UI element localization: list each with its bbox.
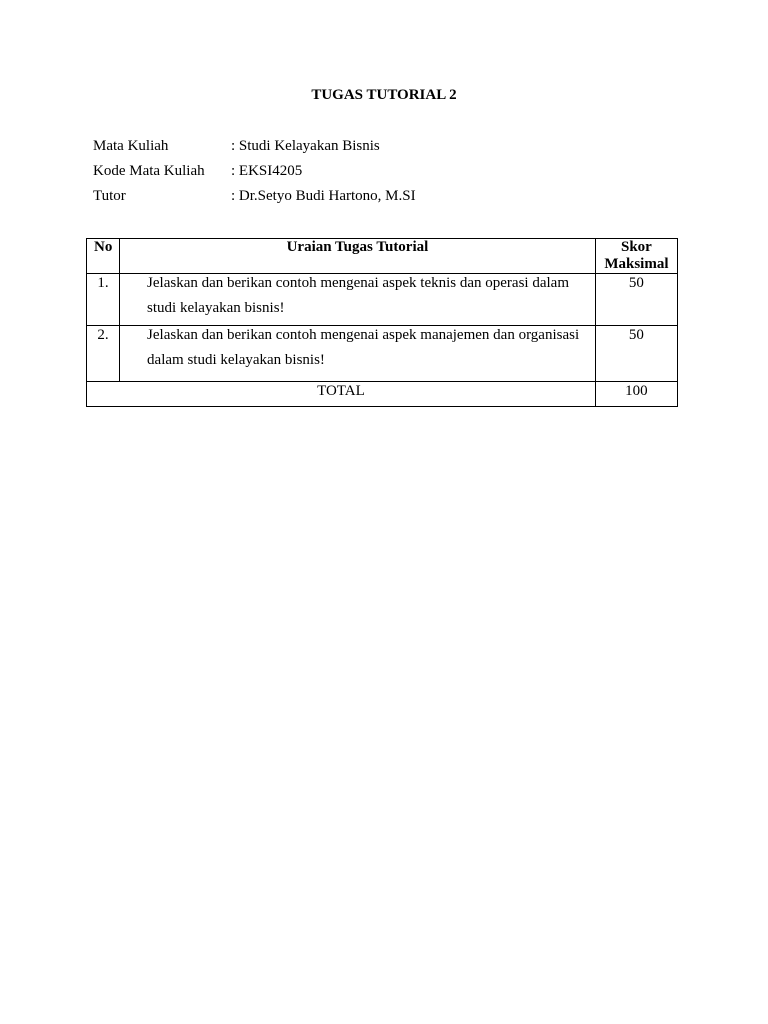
table-header-row <box>87 239 678 274</box>
task-table <box>86 238 678 407</box>
info-label: Kode Mata Kuliah <box>93 163 205 179</box>
page-title: TUGAS TUTORIAL 2 <box>311 87 457 103</box>
info-value: : Studi Kelayakan Bisnis <box>231 138 380 154</box>
row-score: 50 <box>595 274 677 326</box>
table-row <box>87 274 678 326</box>
total-value: 100 <box>595 382 677 407</box>
info-value: : Dr.Setyo Budi Hartono, M.SI <box>231 188 416 204</box>
info-value: : EKSI4205 <box>231 163 303 179</box>
total-label: TOTAL <box>87 382 596 407</box>
header-score-line1: Skor <box>621 239 652 255</box>
info-label: Tutor <box>93 188 126 204</box>
row-description-text: Jelaskan dan berikan contoh mengenai aspek teknis dan operasi dalam studi kelayakan bisnis! <box>147 275 569 316</box>
header-score <box>595 239 677 274</box>
header-description: Uraian Tugas Tutorial <box>120 239 596 274</box>
header-no: No <box>87 239 120 274</box>
row-description-text: Jelaskan dan berikan contoh mengenai aspek manajemen dan organisasi dalam studi kelayakan bisnis! <box>147 327 580 368</box>
info-label: Mata Kuliah <box>93 138 169 154</box>
header-score-line2: Maksimal <box>604 256 669 272</box>
row-number: 1. <box>87 274 120 326</box>
row-description <box>120 326 596 382</box>
row-number: 2. <box>87 326 120 382</box>
row-description <box>120 274 596 326</box>
table-row <box>87 326 678 382</box>
row-score: 50 <box>595 326 677 382</box>
total-row <box>87 382 678 407</box>
